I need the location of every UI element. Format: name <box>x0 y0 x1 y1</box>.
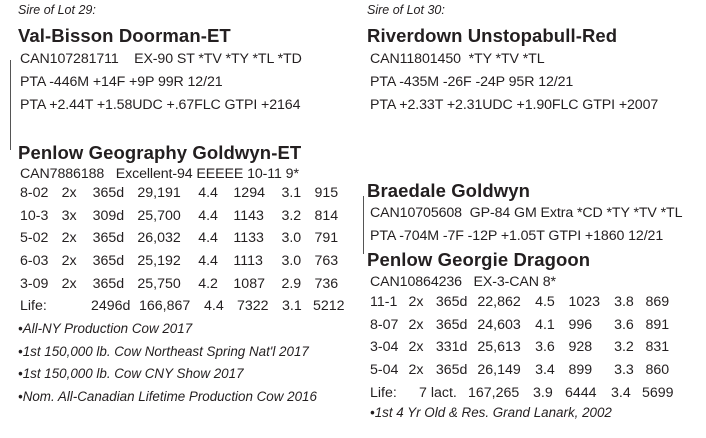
record-cell: 365d <box>92 275 125 292</box>
record-cell: 331d <box>435 339 468 356</box>
record-cell: 24,603 <box>477 316 521 333</box>
record-row <box>20 272 353 295</box>
lot30-mgs-name: Braedale Goldwyn <box>367 180 531 201</box>
record-cell: 29,191 <box>137 185 181 202</box>
record-row <box>20 250 353 273</box>
record-row <box>370 314 682 337</box>
record-row <box>370 291 682 314</box>
record-cell: 3x <box>61 207 77 224</box>
lot29-note: •Nom. All-Canadian Lifetime Production Cow 2016 <box>18 389 317 404</box>
record-cell: 365d <box>435 362 468 379</box>
record-cell: 1294 <box>233 185 265 202</box>
lifetime-value: 3.4 <box>611 384 631 401</box>
lot30-sire-label: Sire of Lot 30: <box>367 3 445 17</box>
record-cell: 869 <box>645 294 670 311</box>
lifetime-row <box>20 295 353 318</box>
lifetime-value: 4.4 <box>204 298 224 315</box>
record-cell: 309d <box>92 207 125 224</box>
lifetime-value: 7322 <box>237 298 269 315</box>
record-cell: 2x <box>61 230 77 247</box>
record-row <box>20 182 353 205</box>
record-cell: 11-1 <box>370 294 398 311</box>
vertical-rule <box>363 196 364 254</box>
lot30-sire-line-3: PTA +2.33T +2.31UDC +1.90FLC GTPI +2007 <box>370 97 659 113</box>
record-cell: 1113 <box>233 253 263 270</box>
record-cell: 791 <box>314 230 339 247</box>
lifetime-value: 5699 <box>642 384 674 401</box>
record-cell: 3.6 <box>614 316 634 333</box>
lot29-dam-id: CAN7886188 Excellent-94 EEEEE 10-11 9* <box>20 166 299 182</box>
record-cell: 25,613 <box>477 339 521 356</box>
lifetime-value: 2496d <box>91 298 131 315</box>
lot30-sire-line-2: PTA -435M -26F -24P 95R 12/21 <box>370 74 574 90</box>
lifetime-cell <box>370 381 682 404</box>
record-cell: 860 <box>645 362 670 379</box>
record-cell: 3.3 <box>614 362 634 379</box>
record-cell: 4.4 <box>198 207 218 224</box>
record-cell: 2x <box>408 294 424 311</box>
lot30-mgs-line-1: CAN10705608 GP-84 GM Extra *CD *TY *TV *TL <box>370 205 683 221</box>
record-row <box>370 359 682 382</box>
record-cell: 1133 <box>233 230 264 247</box>
record-cell: 4.4 <box>198 185 218 202</box>
lot29-note: •All-NY Production Cow 2017 <box>18 321 193 336</box>
record-cell: 365d <box>92 253 125 270</box>
record-cell: 891 <box>645 316 670 333</box>
record-cell: 25,700 <box>137 207 181 224</box>
record-cell: 1023 <box>568 294 601 311</box>
record-cell: 996 <box>568 316 593 333</box>
record-row <box>370 336 682 359</box>
lot29-dam-name: Penlow Geography Goldwyn-ET <box>18 142 302 163</box>
record-cell: 3.1 <box>281 185 302 202</box>
record-cell: 3.6 <box>535 339 555 356</box>
lifetime-value: 6444 <box>565 384 597 401</box>
lot29-note: •1st 150,000 lb. Cow Northeast Spring Nat'l 2017 <box>18 344 309 359</box>
record-cell: 3.0 <box>281 253 302 270</box>
record-cell: 928 <box>568 339 593 356</box>
record-cell: 10-3 <box>20 207 49 224</box>
record-cell: 3-04 <box>370 339 399 356</box>
record-cell: 8-02 <box>20 185 49 202</box>
record-cell: 365d <box>92 230 125 247</box>
lot30-records-table <box>370 291 682 404</box>
record-cell: 365d <box>92 185 125 202</box>
record-cell: 1087 <box>233 275 265 292</box>
lifetime-value: 166,867 <box>139 298 191 315</box>
lot30-note: •1st 4 Yr Old & Res. Grand Lanark, 2002 <box>370 405 612 420</box>
lot30-sire-name: Riverdown Unstopabull-Red <box>367 25 618 46</box>
lot29-records-table <box>20 182 353 318</box>
record-cell: 25,192 <box>137 253 181 270</box>
lot29-sire-line-3: PTA +2.44T +1.58UDC +.67FLC GTPI +2164 <box>20 97 301 113</box>
record-cell: 763 <box>314 253 339 270</box>
lifetime-value: Life: <box>370 384 397 401</box>
record-cell: 2x <box>61 185 77 202</box>
record-cell: 22,862 <box>477 294 521 311</box>
record-cell: 831 <box>645 339 670 356</box>
lot30-dam-name: Penlow Georgie Dragoon <box>367 249 591 270</box>
lot29-note: •1st 150,000 lb. Cow CNY Show 2017 <box>18 366 244 381</box>
record-cell: 2x <box>61 275 77 292</box>
record-cell: 915 <box>314 185 339 202</box>
lifetime-row <box>370 381 682 404</box>
record-cell: 4.2 <box>198 275 218 292</box>
record-cell: 8-07 <box>370 316 399 333</box>
record-cell: 6-03 <box>20 253 49 270</box>
record-cell: 2.9 <box>281 275 302 292</box>
record-cell: 3.8 <box>614 294 634 311</box>
record-cell: 814 <box>314 207 339 224</box>
record-cell: 4.1 <box>535 316 555 333</box>
lifetime-value: 167,265 <box>468 384 520 401</box>
record-cell: 1143 <box>233 207 264 224</box>
record-cell: 25,750 <box>137 275 181 292</box>
record-cell: 3.2 <box>281 207 302 224</box>
lot30-dam-id: CAN10864236 EX-3-CAN 8* <box>370 274 556 290</box>
record-row <box>20 227 353 250</box>
lot29-sire-line-1: CAN107281711 EX-90 ST *TV *TY *TL *TD <box>20 51 302 67</box>
lot30-sire-line-1: CAN11801450 *TY *TV *TL <box>370 51 545 67</box>
record-cell: 3.0 <box>281 230 302 247</box>
record-cell: 26,149 <box>477 362 521 379</box>
record-cell: 3-09 <box>20 275 49 292</box>
record-row <box>20 205 353 228</box>
lot30-mgs-line-2: PTA -704M -7F -12P +1.05T GTPI +1860 12/21 <box>370 228 664 244</box>
lot29-sire-name: Val-Bisson Doorman-ET <box>18 25 231 46</box>
record-cell: 5-04 <box>370 362 399 379</box>
record-cell: 4.5 <box>535 294 555 311</box>
record-cell: 2x <box>408 316 424 333</box>
record-cell: 5-02 <box>20 230 49 247</box>
lifetime-cell <box>20 295 353 318</box>
record-cell: 899 <box>568 362 593 379</box>
record-cell: 3.4 <box>535 362 555 379</box>
record-cell: 4.4 <box>198 230 218 247</box>
lifetime-value: Life: <box>20 298 47 315</box>
record-cell: 365d <box>435 294 468 311</box>
record-cell: 2x <box>61 253 77 270</box>
record-cell: 3.2 <box>614 339 634 356</box>
record-cell: 2x <box>408 339 424 356</box>
lifetime-value: 7 lact. <box>419 384 457 401</box>
lifetime-value: 5212 <box>313 298 345 315</box>
vertical-rule <box>10 60 11 150</box>
lot29-sire-label: Sire of Lot 29: <box>18 3 96 17</box>
lifetime-value: 3.9 <box>533 384 553 401</box>
record-cell: 4.4 <box>198 253 218 270</box>
record-cell: 736 <box>314 275 339 292</box>
lot29-sire-line-2: PTA -446M +14F +9P 99R 12/21 <box>20 74 223 90</box>
record-cell: 26,032 <box>137 230 181 247</box>
lifetime-value: 3.1 <box>282 298 302 315</box>
record-cell: 365d <box>435 316 468 333</box>
record-cell: 2x <box>408 362 424 379</box>
